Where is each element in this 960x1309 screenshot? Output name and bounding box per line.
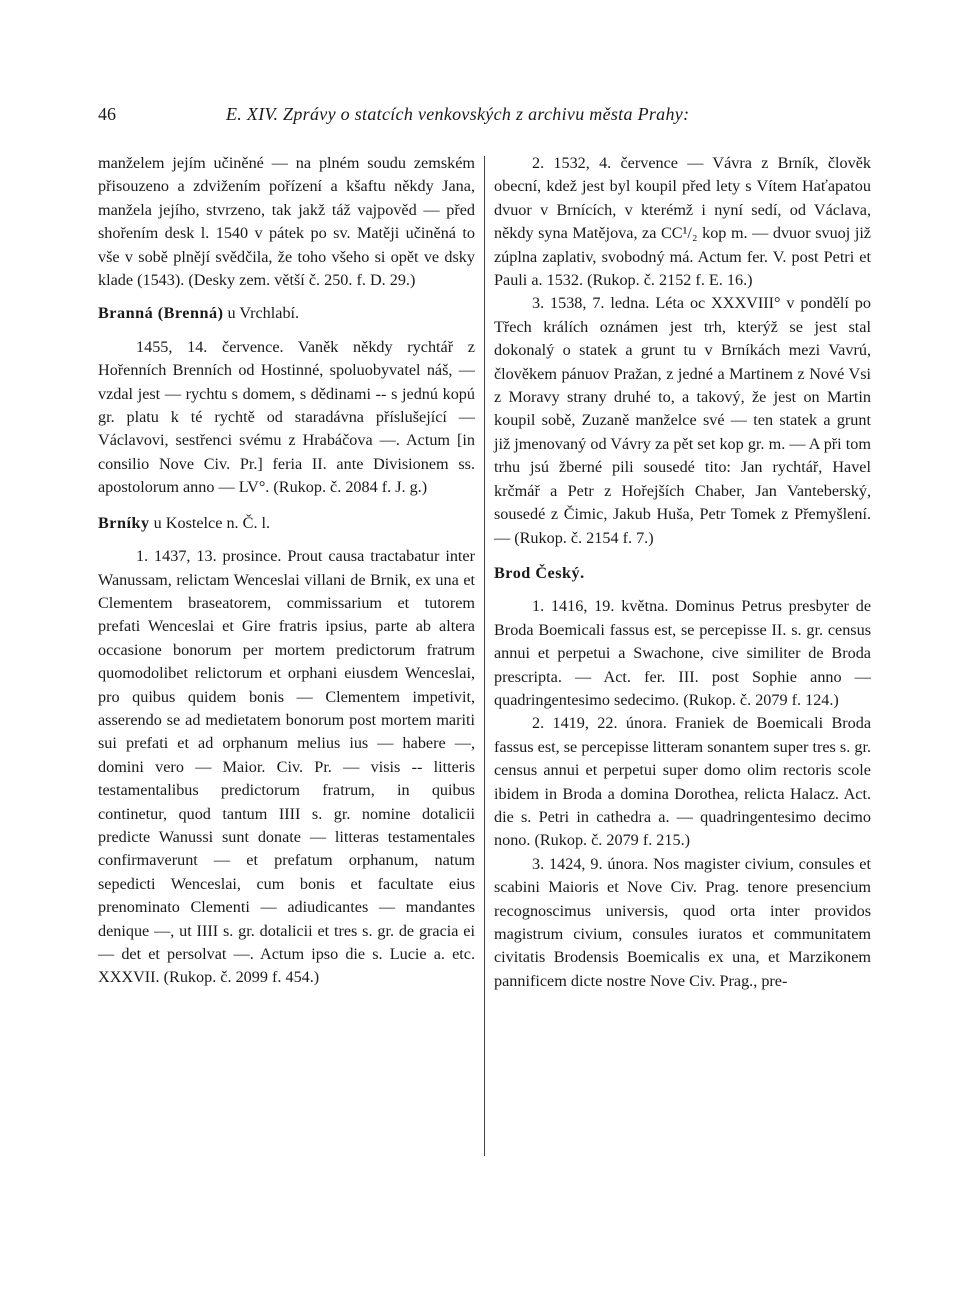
entry-heading-brod — [494, 562, 871, 585]
entry-paragraph: 2. 1532, 4. července — Vávra z Brník, člověk obecní, kdež jest byl koupil před lety s Vítem Haťapatou dvuor v Brnících, v kterémž i nyní sedí, od Václava, někdy syna Matějova, za CC¹/₂ kop m. — dvuor svuoj již zúplna zaplativ, svobodný má. Actum fer. V. post Petri et Pauli a. 1532. (Rukop. č. 2152 f. E. 16.) — [494, 154, 871, 290]
column-divider — [484, 156, 485, 1156]
entry-paragraph: 1. 1437, 13. prosince. Prout causa tractabatur inter Wanussam, relictam Wenceslai villani de Brnik, ex una et Clementem braseatorem, commissarium et tutorem prefati Wenceslai et Gire fratris ipsius, parte ab altera occasione bonorum per mortem predictorum fratrum quomodolibet relictorum et orphani eiusdem Wenceslai, pro quibus quidem bonis — Clementem impetivit, asserendo se ad medietatem bonorum post mortem mariti sui prefati et ad orphanum melius ius — habere —, domini vero — Maior. Civ. Pr. — visis -- litteris testamentalibus predictorum fratrum, in quibus continetur, quod tantum IIII s. gr. nomine dotalicii predicte Wanussi sunt donate — litteras testamentales confirmaverunt — et prefatum orphanum, natum sepedicti Wenceslai, cum bonis et facultate eius prenominato Clementi — adiudicantes — mandantes denique —, ut IIII s. gr. dotalicii et tres s. gr. de gracia ei — det et persolvat —. Actum ipso die s. Lucie a. etc. XXXVII. (Rukop. č. 2099 f. 454.) — [98, 547, 475, 987]
entry-paragraph: 3. 1424, 9. února. Nos magister civium, consules et scabini Maioris et Nove Civ. Prag. tenore presencium recognoscimus universis, quod orta inter providos magistrum civium, consules iuratos et communitatem civitatis Brodensis Boemicalis ex una, et Marzikonem pannificem dicte nostre Nove Civ. Prag., pre- — [494, 854, 871, 990]
continuation-paragraph: manželem jejím učiněné — na plném soudu zemském přisouzeno a zdvižením pořízení a kšaftu někdy Jana, manžela jejího, stvrzeno, tak jakž táž vajpověd — před shořením desk l. 1540 v pátek po sv. Matěji učiněná to vše v sobě plnějí svědčila, že toho všeho si opět ve dsky klade (1543). (Desky zem. větší č. 250. f. D. 29.) — [98, 154, 475, 290]
entry-heading-brniky — [98, 512, 475, 535]
entry-heading-bold: Brníky — [98, 513, 150, 532]
running-header: E. XIV. Zprávy o statcích venkovských z archivu města Prahy: — [226, 104, 690, 124]
left-column — [98, 152, 475, 990]
entry-heading-bold: Branná (Brenná) — [98, 304, 224, 323]
entry-paragraph: 1. 1416, 19. května. Dominus Petrus presbyter de Broda Boemicali fassus est, se percepisse II. s. gr. census annui et perpetui a Swachone, cive similiter de Broda prescripta. — Act. fer. III. post Sophie anno — quadringentesimo sedecimo. (Rukop. č. 2079 f. 124.) — [494, 597, 871, 709]
entry-paragraph: 1455, 14. července. Vaněk někdy rychtář z Hořenních Brenních od Hostinné, spoluobyvatel náš, — vzdal jest — rychtu s domem, s dědinami -- s jednú kopú gr. platu k té rychtě od staradávna příslušející — Václavovi, sestřenci svému z Hrabáčova —. Actum [in consilio Nove Civ. Pr.] feria II. ante Divisionem ss. apostolorum anno — LV°. (Rukop. č. 2084 f. J. g.) — [98, 337, 475, 497]
entry-heading-location: u Kostelce n. Č. l. — [149, 513, 271, 532]
entry-heading-bold: Brod Český. — [494, 563, 585, 582]
entry-heading-location: u Vrchlabí. — [223, 304, 300, 323]
right-column — [494, 152, 871, 993]
page-number: 46 — [98, 104, 116, 124]
entry-paragraph: 3. 1538, 7. ledna. Léta oc XXXVIII° v pondělí po Třech králích oznámen jest trh, kterýž se jest stal dokonalý o statek a grunt tu v Brníkách mezi Vavrú, člověkem pánuov Pražan, z jedné a Martinem z Nové Vsi z Moravy strany druhé to, a takový, že jest on Martin koupil sobě, Zuzaně manželce své — ten statek a grunt již jmenovaný od Vávry za pět set kop gr. m. — A při tom trhu jsú žberné pili sousedé tito: Jan rychtář, Havel krčmář a Petr z Hořejších Chaber, Jan Vanteberský, sousedé z Čimic, Jakub Huša, Petr Tomek z Přemyšlení. — (Rukop. č. 2154 f. 7.) — [494, 294, 871, 547]
entry-paragraph: 2. 1419, 22. února. Franiek de Boemicali Broda fassus est, se percepisse litteram sonantem super tres s. gr. census annui et perpetui super domo olim rectoris scole ibidem in Broda a domina Dorothea, relicta Halacz. Act. die s. Petri in cathedra a. — quadringentesimo decimo nono. (Rukop. č. 2079 f. 215.) — [494, 714, 871, 850]
entry-heading-branna — [98, 302, 475, 325]
